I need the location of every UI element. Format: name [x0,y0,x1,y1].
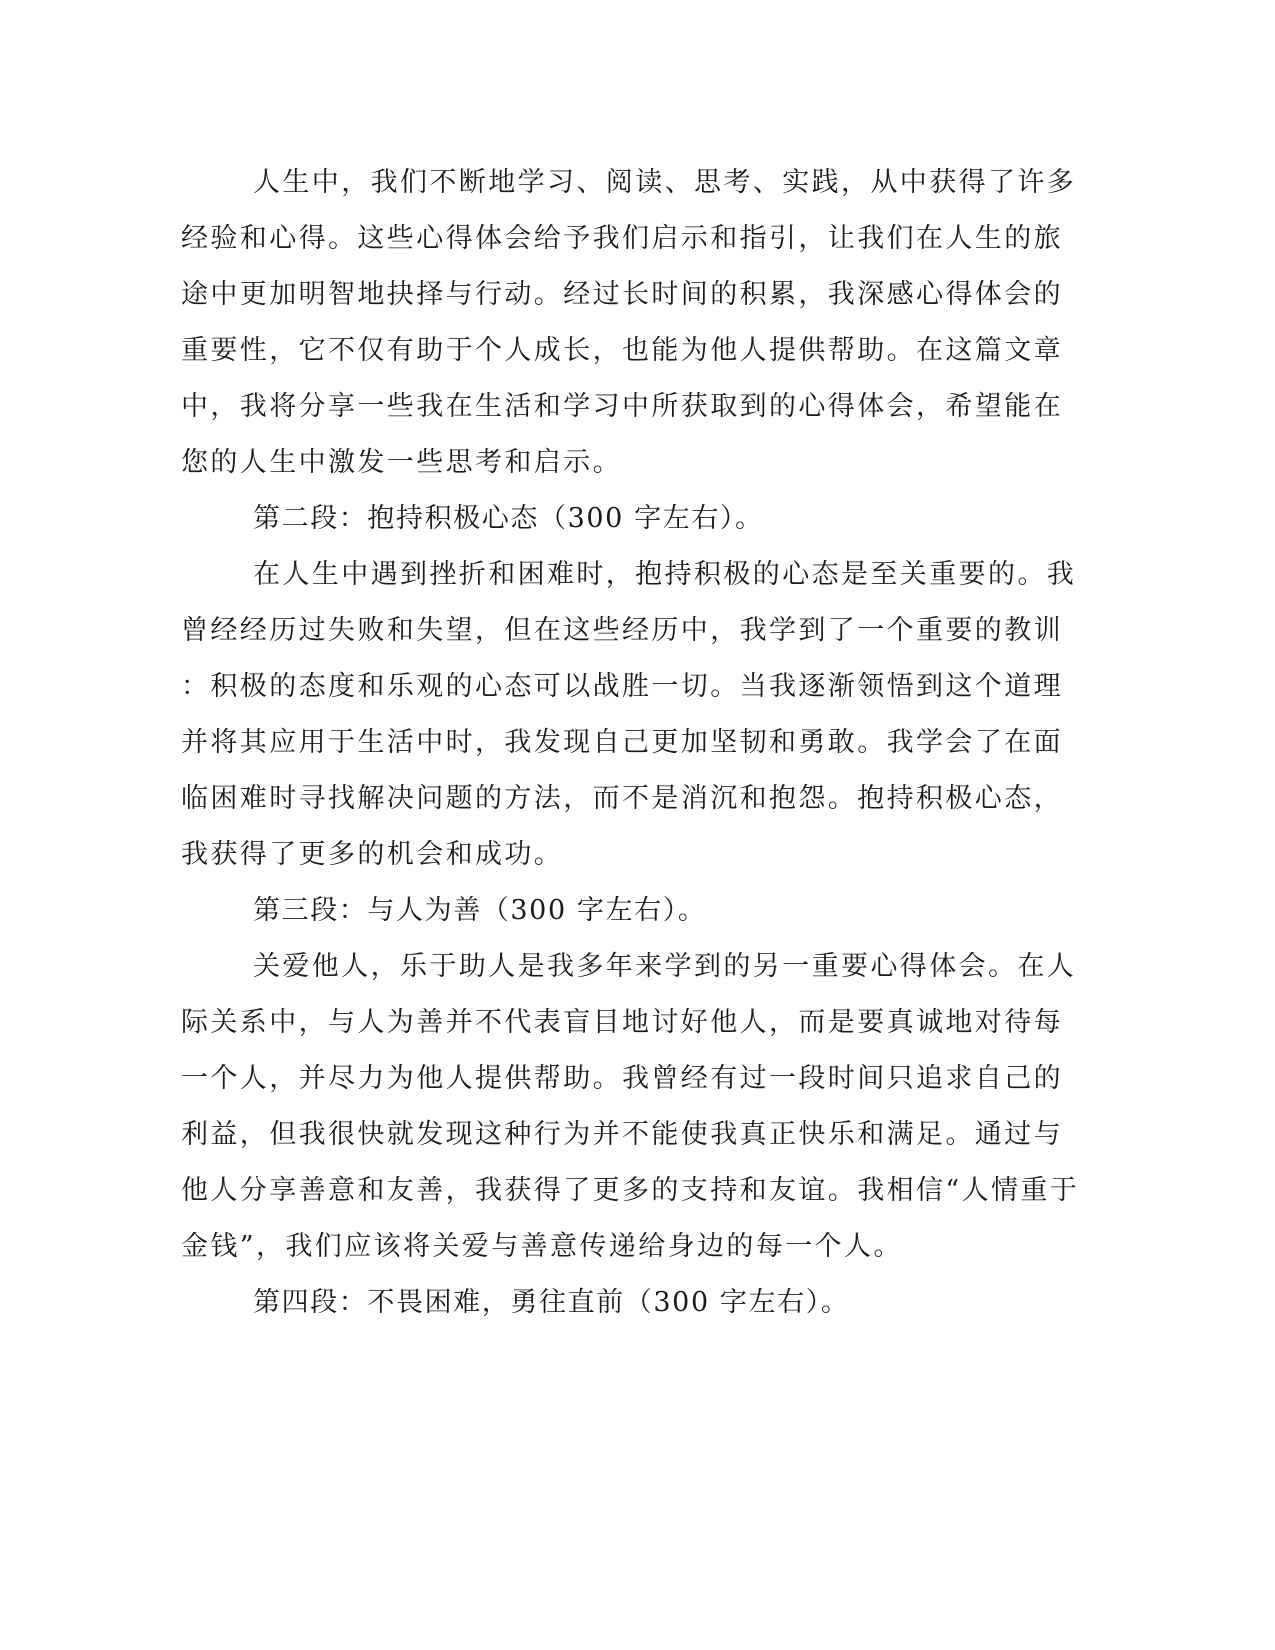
text-line: 人生中，我们不断地学习、阅读、思考、实践，从中获得了许多 [253,167,1077,198]
text-line: 关爱他人，乐于助人是我多年来学到的另一重要心得体会。在人 [253,951,1077,982]
text-line: 临困难时寻找解决问题的方法，而不是消沉和抱怨。抱持积极心态， [181,783,1063,814]
section-heading-4: 第四段：不畏困难，勇往直前（300 字左右）。 [253,1287,850,1318]
section-heading-2: 第二段：抱持积极心态（300 字左右）。 [253,503,764,534]
text-line: ：积极的态度和乐观的心态可以战胜一切。当我逐渐领悟到这个道理 [181,671,1063,702]
text-line: 金钱”，我们应该将关爱与善意传递给身边的每一个人。 [181,1231,903,1262]
section-heading-3: 第三段：与人为善（300 字左右）。 [253,895,707,926]
paragraph-section-2 [181,547,1077,883]
text-line: 际关系中，与人为善并不代表盲目地讨好他人，而是要真诚地对待每 [181,1007,1063,1038]
text-line: 我获得了更多的机会和成功。 [181,839,564,870]
paragraph-intro [181,155,1077,491]
text-line: 他人分享善意和友善，我获得了更多的支持和友谊。我相信“人情重于 [181,1175,1080,1206]
paragraph-section-3 [181,939,1080,1275]
document-body [181,155,1080,1331]
text-line: 经验和心得。这些心得体会给予我们启示和指引，让我们在人生的旅 [181,223,1063,254]
text-line: 曾经经历过失败和失望，但在这些经历中，我学到了一个重要的教训 [181,615,1063,646]
text-line: 在人生中遇到挫折和困难时，抱持积极的心态是至关重要的。我 [253,559,1077,590]
text-line: 途中更加明智地抉择与行动。经过长时间的积累，我深感心得体会的 [181,279,1063,310]
text-line: 您的人生中激发一些思考和启示。 [181,447,622,478]
text-line: 一个人，并尽力为他人提供帮助。我曾经有过一段时间只追求自己的 [181,1063,1063,1094]
text-line: 利益，但我很快就发现这种行为并不能使我真正快乐和满足。通过与 [181,1119,1063,1150]
text-line: 并将其应用于生活中时，我发现自己更加坚韧和勇敢。我学会了在面 [181,727,1063,758]
text-line: 中，我将分享一些我在生活和学习中所获取到的心得体会，希望能在 [181,391,1063,422]
text-line: 重要性，它不仅有助于个人成长，也能为他人提供帮助。在这篇文章 [181,335,1063,366]
